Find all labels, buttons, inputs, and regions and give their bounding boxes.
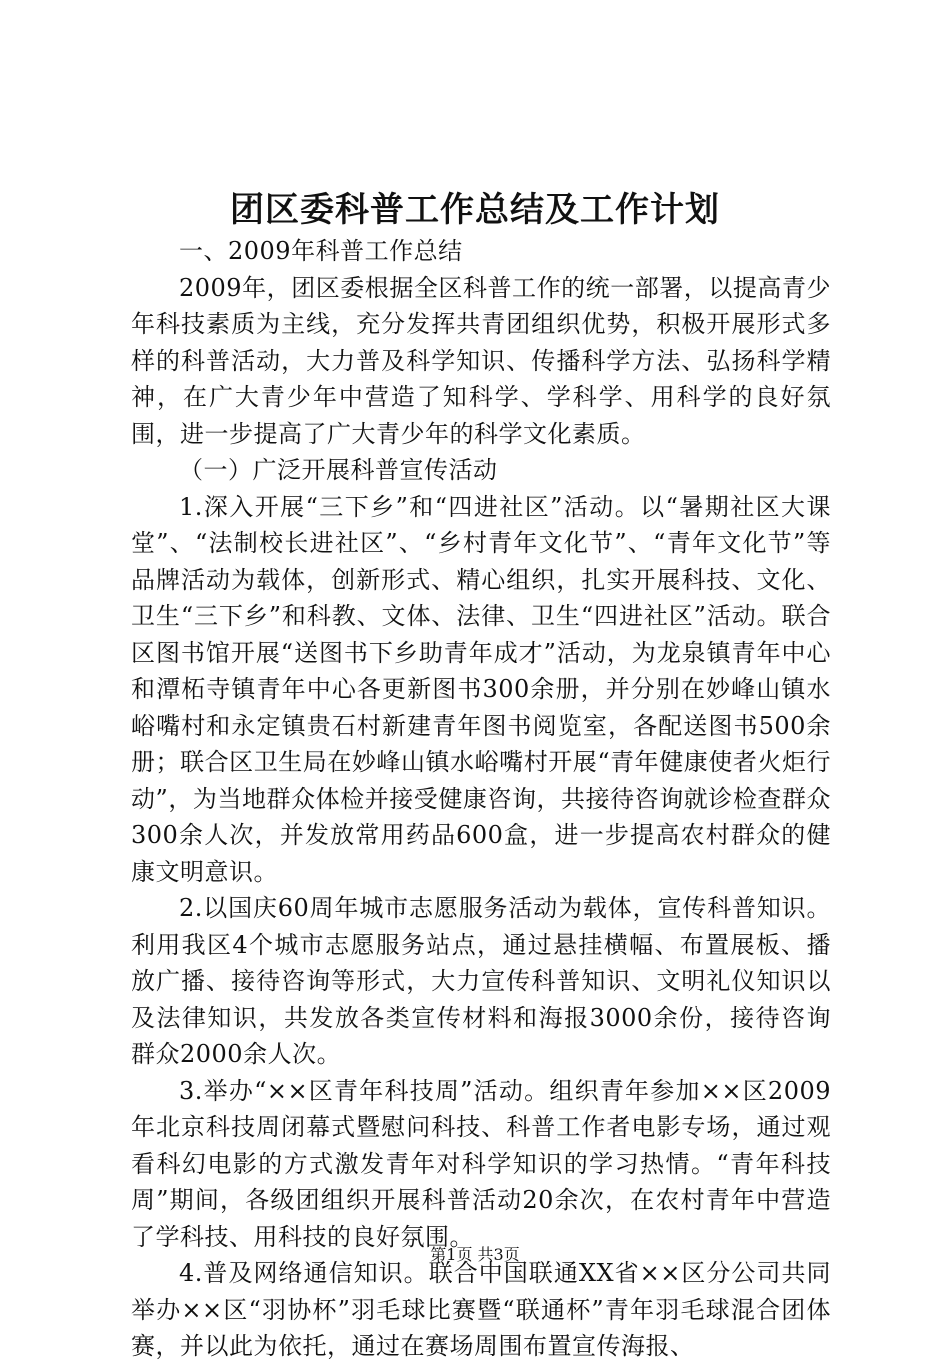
subsection-heading: （一）广泛开展科普宣传活动 [179,456,498,484]
body-paragraph: 3.举办“××区青年科技周”活动。组织青年参加××区2009年北京科技周闭幕式暨慰问科技、科普工作者电影专场，通过观看科幻电影的方式激发青年对科学知识的学习热情。“青年科技周”期间，各级团组织开展科普活动20余次，在农村青年中营造了学科技、用科技的良好氛围。 [131,1076,831,1251]
section-heading: 一、2009年科普工作总结 [179,237,463,265]
document-title: 团区委科普工作总结及工作计划 [230,190,720,230]
body-paragraph: 4.普及网络通信知识。联合中国联通XX省××区分公司共同举办××区“羽协杯”羽毛球比赛暨“联通杯”青年羽毛球混合团体赛，并以此为依托，通过在赛场周围布置宣传海报、 [131,1259,831,1360]
body-paragraph: 1.深入开展“三下乡”和“四进社区”活动。以“暑期社区大课堂”、“法制校长进社区”、“乡村青年文化节”、“青年文化节”等品牌活动为载体，创新形式、精心组织，扎实开展科技、文化、卫生“三下乡”和科教、文体、法律、卫生“四进社区”活动。联合区图书馆开展“送图书下乡助青年成才”活动，为龙泉镇青年中心和潭柘寺镇青年中心各更新图书300余册，并分别在妙峰山镇水峪嘴村和永定镇贵石村新建青年图书阅览室，各配送图书500余册；联合区卫生局在妙峰山镇水峪嘴村开展“青年健康使者火炬行动”，为当地群众体检并接受健康咨询，共接待咨询就诊检查群众300余人次，并发放常用药品600盒，进一步提高农村群众的健康文明意识。 [131,492,831,886]
page-footer: 第1页 共3页 [430,1245,520,1264]
document-body [131,233,831,1365]
body-paragraph: 2009年，团区委根据全区科普工作的统一部署，以提高青少年科技素质为主线，充分发挥共青团组织优势，积极开展形式多样的科普活动，大力普及科学知识、传播科学方法、弘扬科学精神，在广大青少年中营造了知科学、学科学、用科学的良好氛围，进一步提高了广大青少年的科学文化素质。 [131,273,831,448]
body-paragraph: 2.以国庆60周年城市志愿服务活动为载体，宣传科普知识。利用我区4个城市志愿服务站点，通过悬挂横幅、布置展板、播放广播、接待咨询等形式，大力宣传科普知识、文明礼仪知识以及法律知识，共发放各类宣传材料和海报3000余份，接待咨询群众2000余人次。 [131,894,831,1068]
